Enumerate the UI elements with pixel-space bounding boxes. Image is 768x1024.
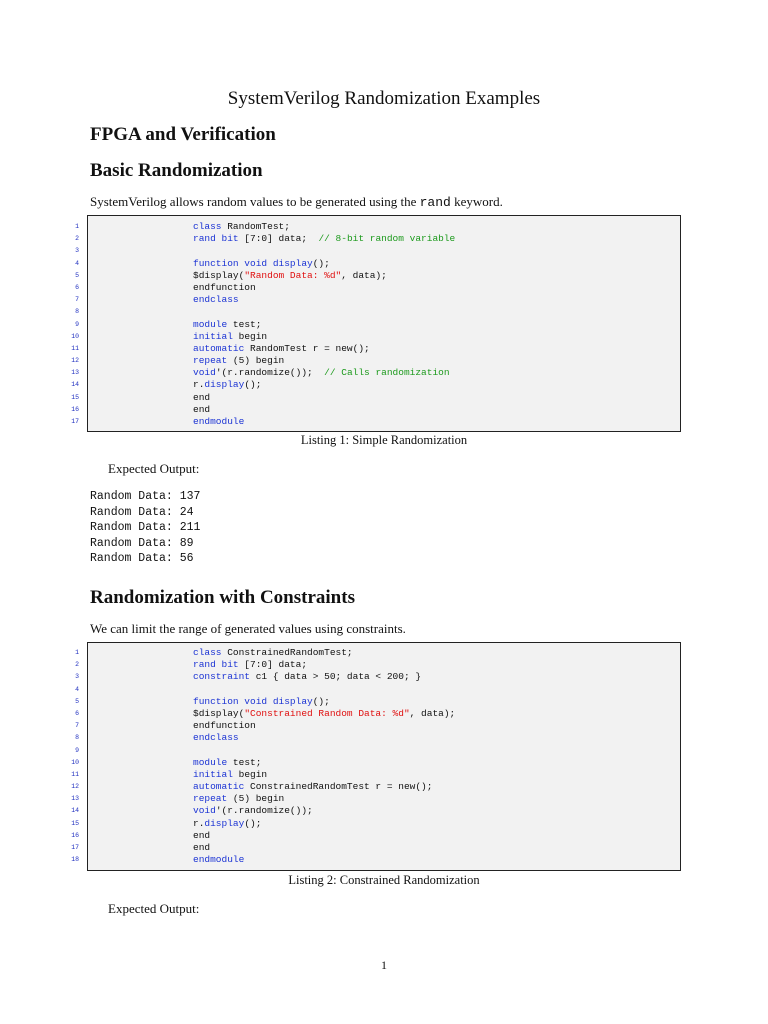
code-token: initial	[193, 768, 233, 780]
line-number: 18	[71, 856, 79, 864]
code-token: class	[193, 647, 222, 658]
listing-1-caption: Listing 1: Simple Randomization	[300, 433, 468, 447]
code-text	[193, 720, 256, 732]
output-line: Random Data: 89	[90, 536, 194, 550]
code-token: display	[204, 379, 245, 391]
code-text	[193, 367, 450, 379]
code-token: "Random Data: %d"	[244, 269, 342, 281]
expected-output-label-1: Expected Output:	[108, 461, 200, 476]
code-token: module	[193, 318, 228, 330]
code-token: "Constrained Random Data: %d"	[244, 707, 410, 719]
line-number: 11	[71, 770, 79, 778]
line-number: 13	[71, 795, 79, 803]
output-line: Random Data: 137	[90, 490, 201, 503]
line-number: 8	[75, 734, 79, 742]
code-text	[193, 319, 261, 331]
code-token: void	[193, 367, 216, 379]
code-token: endfunction	[193, 281, 256, 293]
expected-output-block-1	[90, 489, 200, 567]
listing-2-caption: Listing 2: Constrained Randomization	[288, 873, 480, 887]
code-text	[193, 647, 353, 659]
code-line	[71, 842, 680, 854]
code-token: RandomTest;	[221, 221, 290, 232]
code-listing-2	[71, 642, 681, 871]
section-heading-fpga: FPGA and Verification	[90, 124, 276, 145]
code-line	[71, 781, 680, 793]
line-number: 16	[71, 831, 79, 839]
code-token: $display(	[193, 269, 245, 281]
code-text	[193, 416, 244, 428]
section-heading-constraints: Randomization with Constraints	[90, 587, 355, 608]
line-number: 4	[75, 685, 79, 693]
expected-output-label-2: Expected Output:	[108, 901, 200, 916]
code-line	[71, 391, 680, 404]
code-line	[71, 805, 680, 817]
line-number: 1	[75, 649, 79, 656]
line-number: 7	[75, 722, 79, 730]
code-token: end	[193, 842, 211, 853]
code-text	[193, 355, 284, 367]
page-number: 1	[381, 958, 387, 972]
code-text	[193, 343, 370, 355]
line-number: 9	[75, 320, 79, 328]
line-number: 9	[75, 746, 79, 754]
line-number: 3	[75, 673, 79, 681]
code-token: initial	[193, 330, 233, 342]
code-token: begin	[232, 330, 268, 342]
code-line	[75, 318, 680, 331]
code-token: display	[204, 817, 245, 829]
code-token: endclass	[193, 732, 239, 744]
code-token: void	[193, 805, 216, 817]
code-text	[193, 732, 239, 744]
code-line	[75, 684, 680, 696]
line-number: 1	[75, 223, 79, 230]
code-line	[75, 707, 680, 720]
code-text	[193, 392, 210, 404]
code-line	[75, 245, 680, 257]
code-token: module	[193, 756, 228, 768]
code-text	[193, 830, 210, 842]
code-token: ();	[244, 817, 262, 829]
code-line	[75, 294, 680, 306]
line-number: 15	[71, 819, 79, 827]
code-line	[71, 367, 680, 379]
document-title: SystemVerilog Randomization Examples	[227, 88, 541, 109]
code-line	[75, 720, 680, 732]
code-line	[71, 817, 680, 830]
line-number: 16	[71, 405, 79, 413]
code-text	[193, 769, 267, 781]
code-line	[71, 829, 680, 842]
line-number: 12	[71, 783, 79, 791]
code-text	[193, 708, 455, 720]
code-text	[193, 805, 313, 817]
code-token: endclass	[193, 294, 239, 306]
code-listing-1	[71, 215, 681, 432]
code-line	[75, 695, 680, 708]
line-number: 15	[71, 393, 79, 401]
code-token: c1 { data > 50; data < 200; }	[250, 671, 422, 683]
line-number: 6	[75, 709, 79, 717]
code-token: (5) begin	[227, 793, 285, 805]
line-number: 2	[75, 235, 79, 243]
code-line	[75, 659, 680, 671]
code-token: end	[193, 391, 211, 403]
code-line	[71, 768, 680, 781]
code-token: end	[193, 829, 211, 841]
code-token: '(r.randomize());	[215, 367, 325, 379]
code-text	[193, 404, 210, 416]
line-number: 7	[75, 296, 79, 304]
code-line	[71, 756, 680, 769]
code-text	[193, 270, 387, 282]
line-number: 10	[71, 758, 79, 766]
code-token: ();	[244, 379, 262, 391]
constraints-paragraph: We can limit the range of generated values using constraints.	[90, 621, 406, 636]
section-heading-basic: Basic Randomization	[90, 160, 263, 181]
code-token: $display(	[193, 707, 245, 719]
code-line	[75, 269, 680, 282]
code-line	[71, 854, 680, 866]
code-line	[75, 306, 680, 318]
code-line	[75, 233, 680, 245]
code-text	[193, 379, 261, 391]
code-text	[193, 659, 307, 671]
line-number: 10	[71, 332, 79, 340]
code-text	[193, 294, 239, 306]
code-text	[193, 258, 330, 270]
code-token: (5) begin	[227, 355, 285, 367]
line-number: 4	[75, 259, 79, 267]
output-line: Random Data: 56	[90, 552, 194, 566]
code-line	[75, 257, 680, 270]
output-line: Random Data: 24	[90, 505, 194, 519]
line-number: 13	[71, 369, 79, 377]
line-number: 8	[75, 308, 79, 316]
intro-text-pre: SystemVerilog allows random values to be generated using the	[90, 194, 420, 209]
line-number: 12	[71, 357, 79, 365]
code-token: function void display	[193, 257, 313, 269]
code-token: constraint	[193, 671, 251, 683]
code-token: end	[193, 403, 211, 415]
code-token: rand bit	[193, 233, 239, 245]
code-token: r.	[193, 379, 205, 391]
code-line	[75, 647, 680, 659]
code-token: ();	[312, 257, 330, 269]
code-text	[193, 331, 267, 343]
line-number: 17	[71, 418, 79, 425]
code-line	[71, 416, 680, 428]
code-token: repeat	[193, 355, 228, 367]
code-token: begin	[232, 768, 268, 780]
output-line: Random Data: 211	[90, 521, 201, 535]
intro-paragraph	[90, 194, 503, 210]
code-line	[71, 342, 680, 355]
code-text	[193, 233, 455, 245]
code-token: [7:0] data;	[238, 659, 308, 671]
code-token: test;	[227, 318, 262, 330]
code-token: r.	[193, 817, 205, 829]
code-token: automatic	[193, 781, 245, 793]
code-line	[75, 671, 680, 683]
code-line	[71, 793, 680, 805]
code-text	[193, 781, 432, 793]
code-token: function void display	[193, 695, 313, 707]
line-number: 17	[71, 844, 79, 851]
code-token: '(r.randomize());	[215, 805, 313, 817]
code-text	[193, 854, 244, 866]
code-token: repeat	[193, 793, 228, 805]
line-number: 14	[71, 381, 79, 389]
code-text	[193, 818, 261, 830]
code-token: rand bit	[193, 659, 239, 671]
code-text	[193, 696, 330, 708]
code-line	[71, 355, 680, 367]
line-number: 5	[75, 697, 79, 705]
code-line	[71, 403, 680, 416]
code-token: class	[193, 221, 222, 232]
code-text	[193, 793, 284, 805]
code-token: ();	[312, 695, 330, 707]
line-number: 5	[75, 271, 79, 279]
code-token: ConstrainedRandomTest;	[221, 647, 353, 658]
code-text	[193, 757, 261, 769]
code-text	[193, 842, 210, 854]
code-token: endmodule	[193, 416, 245, 427]
line-number: 14	[71, 807, 79, 815]
code-line	[75, 221, 680, 233]
line-number: 3	[75, 247, 79, 255]
code-token: , data);	[341, 269, 387, 281]
code-line	[71, 379, 680, 391]
code-line	[75, 745, 680, 757]
code-token: automatic	[193, 342, 245, 354]
code-token: [7:0] data;	[238, 233, 319, 245]
line-number: 2	[75, 661, 79, 669]
code-token: endmodule	[193, 854, 245, 866]
code-text	[193, 671, 421, 683]
code-text	[193, 221, 290, 233]
code-line	[75, 281, 680, 294]
code-token: test;	[227, 756, 262, 768]
code-token: , data);	[409, 707, 456, 719]
code-token: ConstrainedRandomTest r = new();	[244, 781, 433, 793]
code-token: // 8-bit random variable	[318, 233, 456, 245]
intro-text-post: keyword.	[450, 194, 503, 209]
code-line	[75, 732, 680, 744]
code-text	[193, 282, 256, 294]
line-number: 6	[75, 283, 79, 291]
code-line	[71, 330, 680, 343]
line-number: 11	[71, 344, 79, 352]
code-token: RandomTest r = new();	[244, 342, 370, 354]
rand-keyword: rand	[419, 195, 451, 210]
code-token: // Calls randomization	[324, 367, 450, 379]
code-token: endfunction	[193, 720, 256, 732]
